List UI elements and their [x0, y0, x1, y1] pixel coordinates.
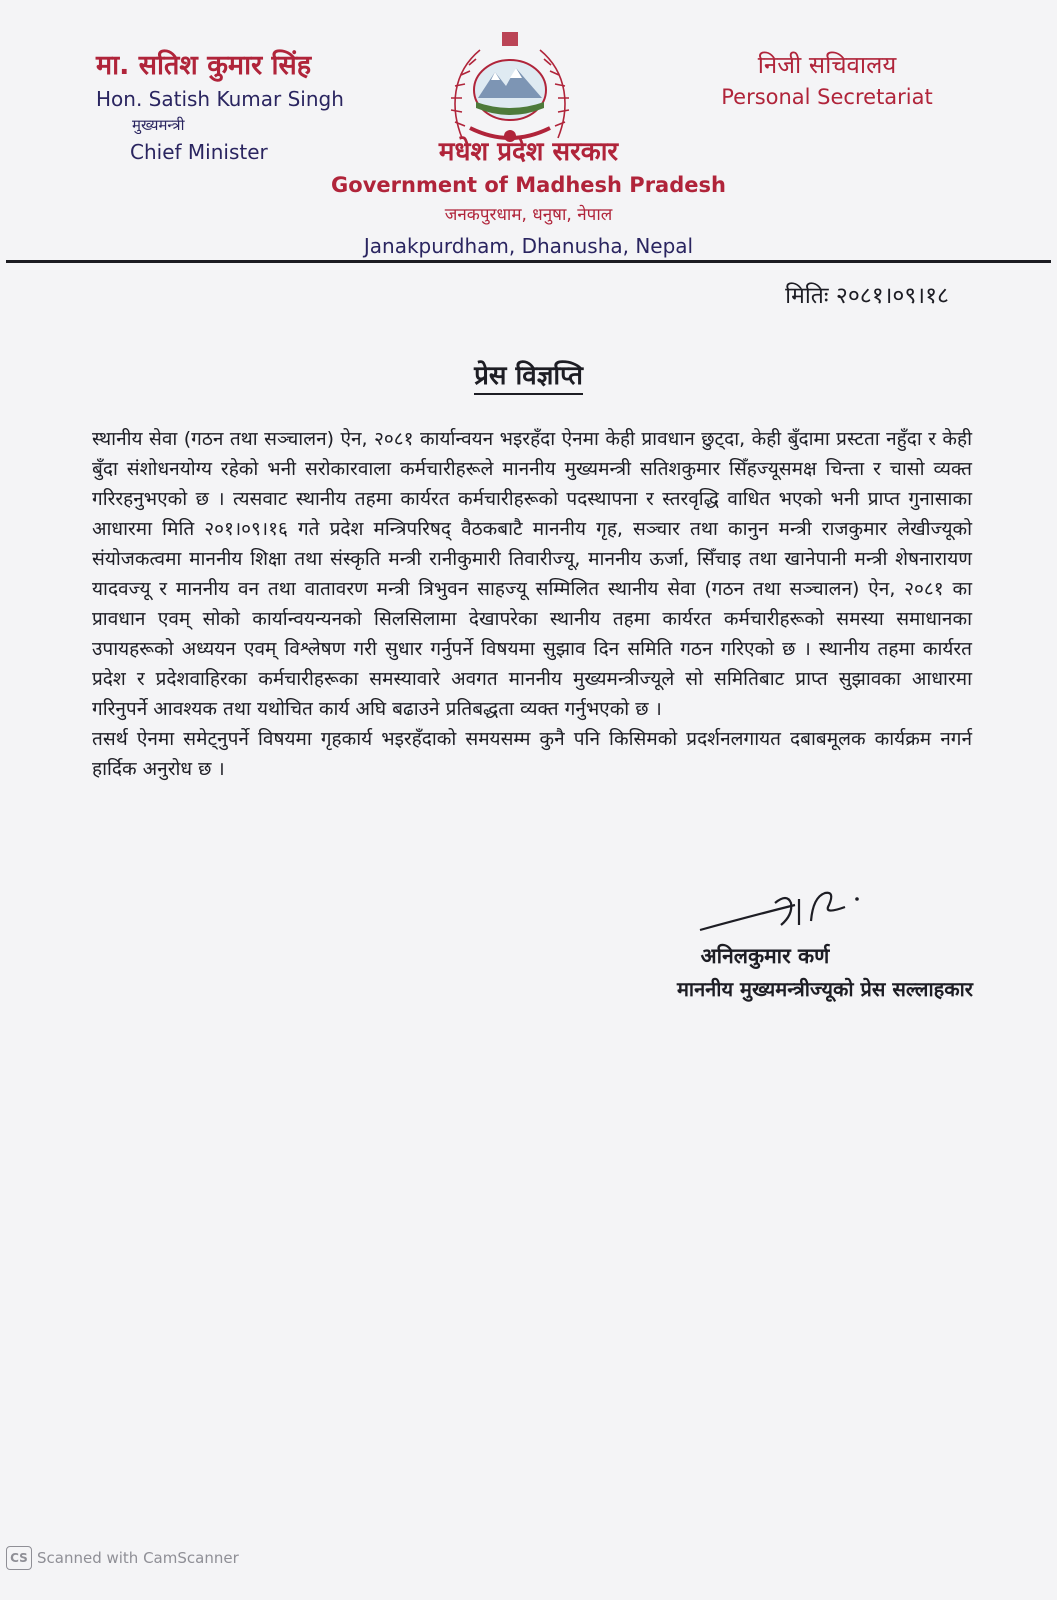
camscanner-label: Scanned with CamScanner [37, 1549, 239, 1567]
signatory-block [677, 940, 973, 1006]
address-np: जनकपुरधाम, धनुषा, नेपाल [444, 205, 613, 225]
document-date: मितिः २०८१।०९।१८ [785, 283, 949, 309]
letterhead-right [697, 48, 957, 112]
document-body [92, 424, 972, 784]
body-paragraph-2: तसर्थ ऐनमा समेट्नुपर्ने विषयमा गृहकार्य भइरहँदाको समयसम्म कुनै पनि किसिमको प्रदर्शनलगायत दबाबमूलक कार्यक्रम नगर्न हार्दिक अनुरोध छ । [92, 728, 972, 780]
government-name-en: Government of Madhesh Pradesh [331, 173, 726, 197]
handwritten-signature-icon [695, 885, 875, 945]
camscanner-watermark [6, 1546, 239, 1570]
minister-title-np: मुख्यमन्त्री [132, 116, 185, 134]
signatory-role: माननीय मुख्यमन्त्रीज्यूको प्रेस सल्लाहकार [676, 977, 973, 1001]
heading-text: प्रेस विज्ञप्ति [474, 361, 583, 395]
office-name-en: Personal Secretariat [721, 85, 933, 109]
minister-name-en: Hon. Satish Kumar Singh [96, 87, 344, 111]
letterhead-divider [6, 260, 1051, 263]
address-en: Janakpurdham, Dhanusha, Nepal [363, 234, 694, 258]
letterhead-center [300, 134, 757, 262]
minister-title-en: Chief Minister [130, 140, 268, 164]
signatory-name: अनिलकुमार कर्ण [700, 944, 830, 968]
government-name-np: मधेश प्रदेश सरकार [438, 137, 619, 167]
document-heading [0, 358, 1057, 394]
minister-name-np: मा. सतिश कुमार सिंह [96, 50, 312, 81]
camscanner-logo-icon: CS [6, 1546, 32, 1570]
body-paragraph-1: स्थानीय सेवा (गठन तथा सञ्चालन) ऐन, २०८१ कार्यान्वयन भइरहँदा ऐनमा केही प्रावधान छुट्दा, केही बुँदामा प्रस्टता नहुँदा र केही बुँदा संशोधनयोग्य रहेको भनी सरोकारवाला कर्मचारीहरूले माननीय मुख्यमन्त्री सतिशकुमार सिँहज्यूसमक्ष चिन्ता र चासो व्यक्त गरिरहनुभएको छ । त्यसवाट स्थानीय तहमा कार्यरत कर्मचारीहरूको पदस्थापना र स्तरवृद्धि वाधित भएको भनी प्राप्त गुनासाका आधारमा मिति २०१।०९।१६ गते प्रदेश मन्त्रिपरिषद् वैठकबाटै माननीय गृह, सञ्चार तथा कानुन मन्त्री राजकुमार लेखीज्यूको संयोजकत्वमा माननीय शिक्षा तथा संस्कृति मन्त्री रानीकुमारी तिवारीज्यू, माननीय ऊर्जा, सिँचाइ तथा खानेपानी मन्त्री शेषनारायण यादवज्यू र माननीय वन तथा वातावरण मन्त्री त्रिभुवन साहज्यू सम्मिलित स्थानीय सेवा (गठन तथा सञ्चालन) ऐन, २०८१ का प्रावधान एवम् सोको कार्यान्वयन्यनको सिलसिलामा देखापरेका स्थानीय तहमा कार्यरत कर्मचारीहरूको समस्या समाधानका उपायहरूको अध्ययन एवम् विश्लेषण गरी सुधार गर्नुपर्ने विषयमा सुझाव दिन समिति गठन गरिएको छ । स्थानीय तहमा कार्यरत प्रदेश र प्रदेशवाहिरका कर्मचारीहरूका समस्यावारे अवगत माननीय मुख्यमन्त्रीज्यूले सो समितिबाट प्राप्त सुझावका आधारमा गरिनुपर्ने आवश्यक तथा यथोचित कार्य अघि बढाउने प्रतिबद्धता व्यक्त गर्नुभएको छ । [92, 428, 972, 720]
office-name-np: निजी सचिवालय [757, 51, 897, 79]
